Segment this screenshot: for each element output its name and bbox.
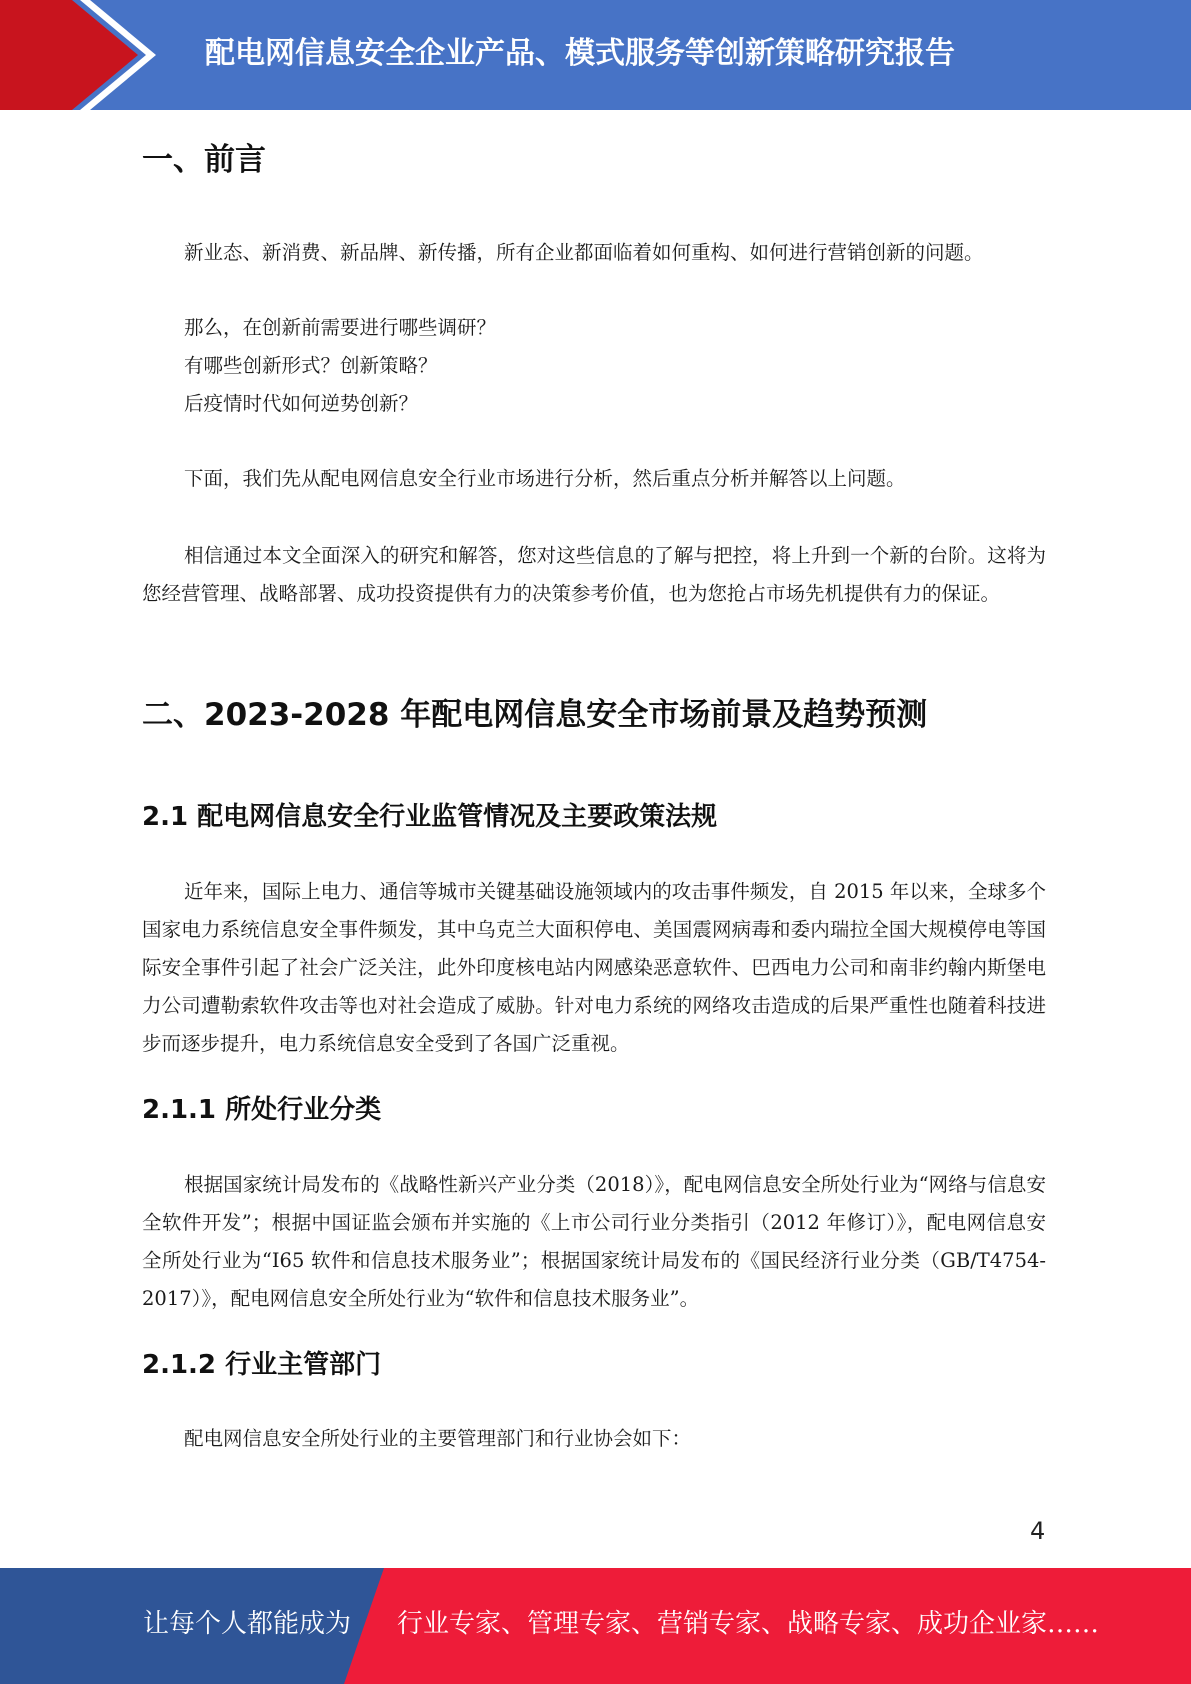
subsection-heading-2-1: 2.1 配电网信息安全行业监管情况及主要政策法规	[142, 802, 718, 832]
preface-paragraph-1: 新业态、新消费、新品牌、新传播，所有企业都面临着如何重构、如何进行营销创新的问题。	[184, 241, 984, 264]
preface-paragraph-3: 相信通过本文全面深入的研究和解答，您对这些信息的了解与把控，将上升到一个新的台阶。这将为您经营管理、战略部署、成功投资提供有力的决策参考价值，也为您抢占市场先机提供有力的保证。	[142, 544, 1046, 605]
subsection-heading-2-1-2: 2.1.2 行业主管部门	[142, 1350, 382, 1380]
preface-question-3: 后疫情时代如何逆势创新？	[184, 392, 419, 415]
preface-question-1: 那么，在创新前需要进行哪些调研？	[184, 316, 497, 339]
subsection-2-1-1-paragraph: 根据国家统计局发布的《战略性新兴产业分类（2018）》，配电网信息安全所处行业为“网络与信息安全软件开发”；根据中国证监会颁布并实施的《上市公司行业分类指引（2012 年修订）》，配电网信息安全所处行业为“I65 软件和信息技术服务业”；根据国家统计局发布的《国民经济行业分类（GB/T4754-2017）》，配电网信息安全所处行业为“软件和信息技术服务业”。	[142, 1173, 1046, 1310]
preface-question-2: 有哪些创新形式？创新策略？	[184, 354, 438, 377]
page-number: 4	[1030, 1517, 1046, 1545]
footer-banner	[0, 1568, 1191, 1684]
preface-paragraph-2: 下面，我们先从配电网信息安全行业市场进行分析，然后重点分析并解答以上问题。	[184, 467, 906, 490]
footer-slogan-left: 让每个人都能成为	[143, 1609, 352, 1639]
section-heading-forecast: 二、2023-2028 年配电网信息安全市场前景及趋势预测	[142, 697, 928, 733]
subsection-2-1-paragraph: 近年来，国际上电力、通信等城市关键基础设施领域内的攻击事件频发，自 2015 年以来，全球多个国家电力系统信息安全事件频发，其中乌克兰大面积停电、美国震网病毒和委内瑞拉全国大规模停电等国际安全事件引起了社会广泛关注，此外印度核电站内网感染恶意软件、巴西电力公司和南非约翰内斯堡电力公司遭勒索软件攻击等也对社会造成了威胁。针对电力系统的网络攻击造成的后果严重性也随着科技进步而逐步提升，电力系统信息安全受到了各国广泛重视。	[142, 880, 1046, 1055]
footer-slogan-right: 行业专家、管理专家、营销专家、战略专家、成功企业家……	[397, 1609, 1100, 1639]
subsection-2-1-2-paragraph: 配电网信息安全所处行业的主要管理部门和行业协会如下：	[184, 1427, 692, 1450]
report-title: 配电网信息安全企业产品、模式服务等创新策略研究报告	[205, 36, 955, 71]
section-heading-preface: 一、前言	[142, 142, 266, 178]
subsection-heading-2-1-1: 2.1.1 所处行业分类	[142, 1095, 382, 1125]
header-banner	[0, 0, 1191, 110]
